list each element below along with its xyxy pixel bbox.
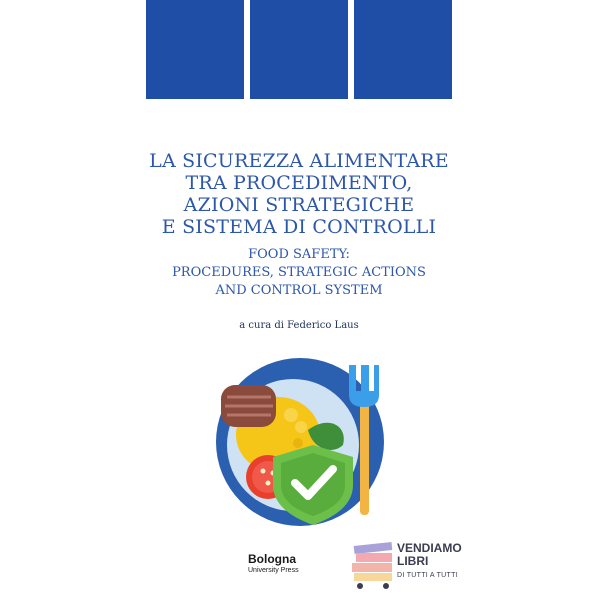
editor-credit: a cura di Federico Laus <box>239 320 359 331</box>
fork-head <box>349 365 379 407</box>
cover-color-block-2 <box>250 0 348 99</box>
book-title <box>146 150 452 238</box>
book-stripe <box>356 553 392 562</box>
store-name-line2: LIBRI <box>397 554 429 568</box>
subtitle-line: FOOD SAFETY: <box>248 247 350 262</box>
cover-color-block-1 <box>146 0 244 99</box>
publisher-name: Bologna <box>248 552 296 566</box>
title-line: TRA PROCEDIMENTO, <box>185 172 413 194</box>
book-stripe <box>354 542 393 554</box>
plate-food-shield-check-icon <box>213 355 388 530</box>
rice-grain <box>284 408 298 422</box>
book-stripe <box>352 563 392 572</box>
title-line: LA SICUREZZA ALIMENTARE <box>149 150 449 172</box>
tomato-seed <box>266 481 271 486</box>
cart-wheel <box>357 583 363 589</box>
tomato-seed <box>261 469 266 474</box>
store-tagline: DI TUTTI A TUTTI <box>397 572 458 579</box>
cart-wheel <box>383 583 389 589</box>
title-line: E SISTEMA DI CONTROLLI <box>161 216 437 238</box>
subtitle-line: AND CONTROL SYSTEM <box>215 283 383 298</box>
store-logo <box>397 542 462 581</box>
store-name-line1: VENDIAMO <box>397 541 462 555</box>
rice-grain <box>295 421 307 433</box>
subtitle-line: PROCEDURES, STRATEGIC ACTIONS <box>172 265 426 280</box>
publisher-logo <box>248 553 299 575</box>
fork-handle <box>360 400 369 515</box>
book-subtitle <box>146 246 452 300</box>
book-stripe <box>354 573 392 581</box>
rice-grain <box>293 438 303 448</box>
cover-color-block-3 <box>354 0 452 99</box>
publisher-subname: University Press <box>248 567 299 574</box>
title-line: AZIONI STRATEGICHE <box>183 194 415 216</box>
